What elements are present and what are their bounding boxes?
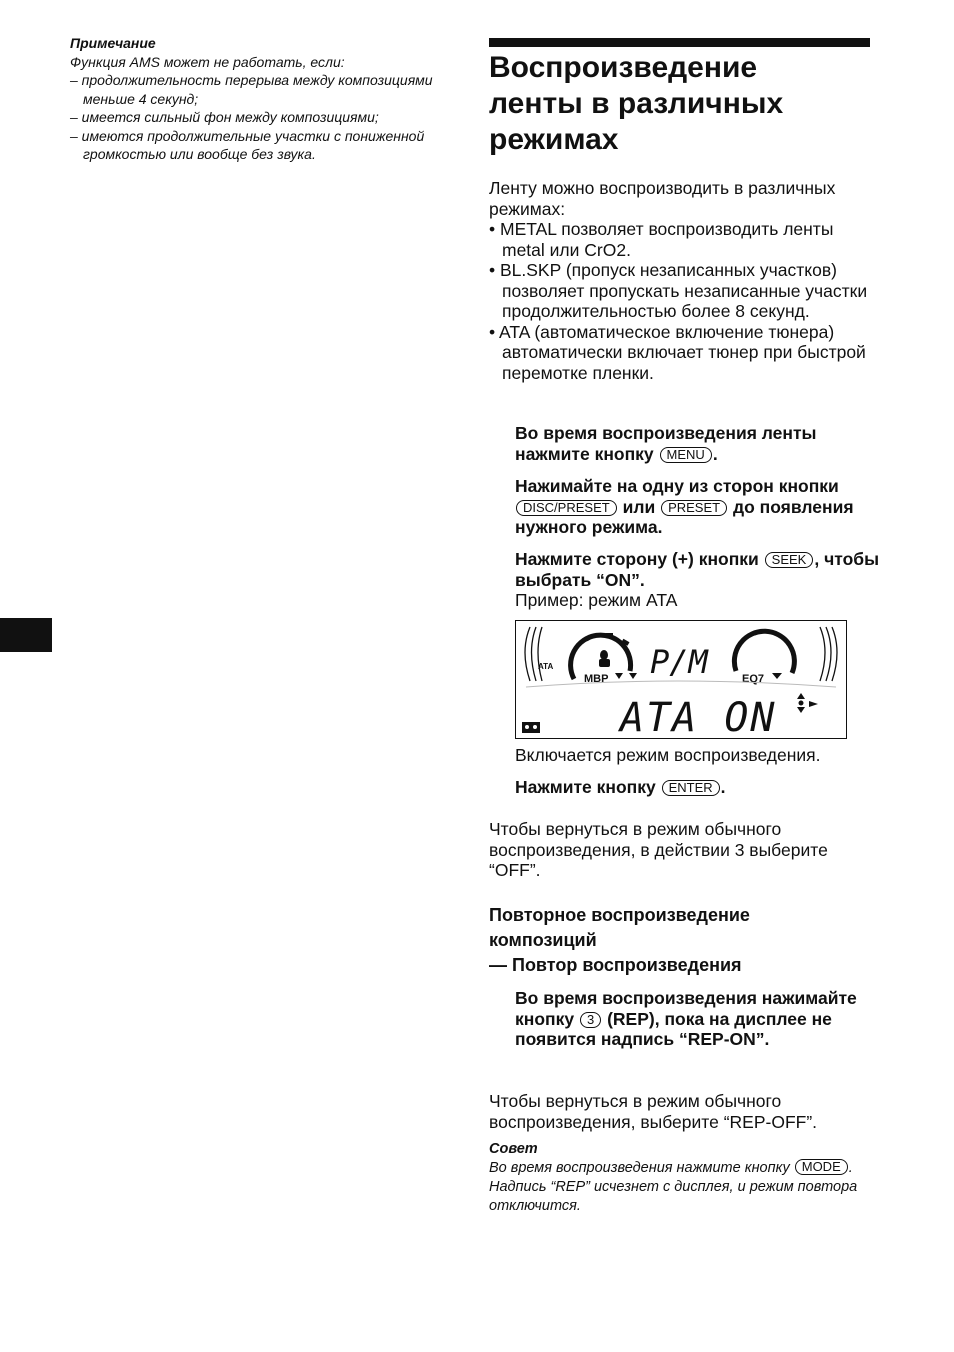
- section-tab-marker: [0, 618, 52, 652]
- note-item: – продолжительность перерыва между композициями меньше 4 секунд;: [70, 72, 433, 107]
- note-item: – имеется сильный фон между композициями;: [70, 109, 379, 125]
- eq-label: EQ7: [742, 673, 765, 685]
- repeat-step-text: Во время воспроизведения нажимайте кнопку: [515, 988, 857, 1029]
- seek-key: SEEK: [765, 552, 814, 568]
- title-line: режимах: [489, 123, 619, 156]
- repeat-heading-line: — Повтор воспроизведения: [489, 955, 742, 975]
- step-2: [515, 476, 895, 538]
- tip-title: Совет: [489, 1141, 538, 1157]
- page-title: [489, 50, 889, 158]
- step-4: [515, 777, 895, 798]
- eq-arrow-icon: [772, 673, 782, 679]
- step-1-end: .: [712, 443, 718, 464]
- right-scale-icon: [820, 627, 837, 681]
- mbp-arrow-icon: [615, 673, 623, 679]
- step-3-example: Пример: режим ATA: [515, 590, 678, 610]
- step-2-end: до появления нужного режима.: [515, 496, 854, 537]
- step-4-text: Нажмите кнопку: [515, 777, 656, 797]
- tip-block: [489, 1140, 879, 1216]
- note-intro: Функция AMS может не работать, если:: [70, 53, 345, 70]
- step-2-text: Нажимайте на одну из сторон кнопки: [515, 476, 839, 496]
- title-line: ленты в различных: [489, 87, 784, 120]
- step-3-text: Нажмите сторону (+) кнопки: [515, 549, 759, 569]
- menu-key: MENU: [660, 447, 712, 463]
- tip-text-end: . Надпись “REP” исчезнет с дисплея, и режим повтора отключится.: [489, 1160, 858, 1214]
- note-block: [70, 34, 460, 164]
- right-gauge-icon: [734, 631, 794, 673]
- note-item: – имеются продолжительные участки с пониженной громкостью или вообще без звука.: [70, 127, 425, 162]
- step-1-text: Во время воспроизведения ленты нажмите кнопку: [515, 423, 817, 464]
- mode-bullet: • ATA (автоматическое включение тюнера) автоматически включает тюнер при быстрой перемотке пленки.: [489, 321, 866, 383]
- tape-icon: [522, 722, 540, 733]
- disc-preset-key: DISC/PRESET: [516, 500, 617, 516]
- mode-key: MODE: [795, 1159, 848, 1175]
- lcd-top-text: P/M: [650, 643, 708, 681]
- mbp-label: MBP: [584, 673, 609, 685]
- repeat-heading-line: композиций: [489, 930, 597, 950]
- repeat-return-note: Чтобы вернуться в режим обычного воспроизведения, выберите “REP-OFF”.: [489, 1091, 818, 1132]
- section-intro: [489, 178, 879, 383]
- title-line: Воспроизведение: [489, 51, 758, 84]
- rep-key: 3: [580, 1012, 601, 1028]
- mode-bullet: • BL.SKP (пропуск незаписанных участков) позволяет пропускать незаписанные участки продолжительностью более 8 секунд.: [489, 260, 868, 321]
- lcd-display: [515, 620, 847, 739]
- repeat-step-end: (REP), пока на дисплее не появится надпись “REP-ON”.: [515, 1008, 832, 1049]
- repeat-heading-line: Повторное воспроизведение: [489, 905, 750, 925]
- enter-key: ENTER: [662, 780, 720, 796]
- preset-key: PRESET: [661, 500, 727, 516]
- ata-small-label: ATA: [538, 662, 554, 671]
- step-4-end: .: [720, 777, 726, 797]
- note-title: Примечание: [70, 35, 156, 51]
- lcd-graphic: [516, 621, 846, 738]
- section-rule: [489, 38, 870, 47]
- step-3: [515, 549, 895, 611]
- step-3-end: , чтобы выбрать “ON”.: [515, 549, 880, 590]
- repeat-step: [515, 988, 895, 1050]
- mode-bullet: • METAL позволяет воспроизводить ленты metal или CrO2.: [489, 219, 834, 260]
- cursor-arrows-icon: [797, 693, 818, 713]
- step-2-or: или: [622, 496, 656, 517]
- repeat-heading: [489, 903, 879, 978]
- tip-text: Во время воспроизведения нажмите кнопку: [489, 1160, 790, 1176]
- intro-text: Ленту можно воспроизводить в различных режимах:: [489, 178, 836, 219]
- step-1: [515, 423, 895, 464]
- lcd-divider: [526, 681, 836, 687]
- return-note: Чтобы вернуться в режим обычного воспроизведения, в действии 3 выберите “OFF”.: [489, 819, 828, 880]
- lcd-main-text: ATA ON: [620, 695, 777, 738]
- left-scale-icon: [525, 627, 542, 681]
- arrow-icon: [629, 673, 637, 679]
- step-3-result: Включается режим воспроизведения.: [515, 745, 821, 765]
